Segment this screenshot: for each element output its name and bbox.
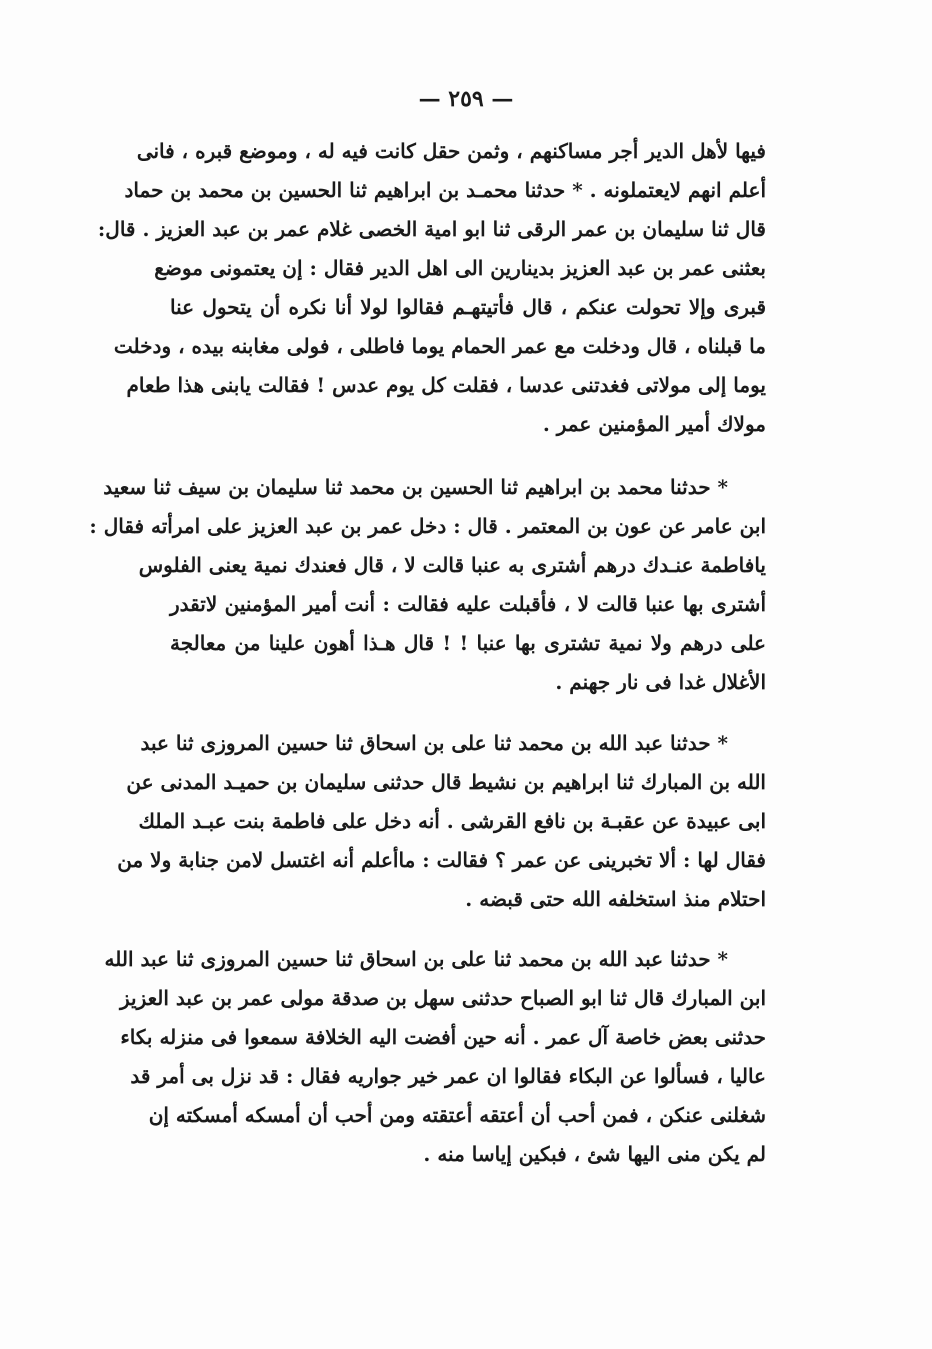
text-line: شغلنى عنكن ، فمن أحب أن أعتقه أعتقته ومن أحب أن أمسكه أمسكته إن xyxy=(148,1103,766,1127)
text-line: * حدثنا عبد الله بن محمد ثنا على بن اسحاق ثنا حسين المروزى ثنا عبد الله xyxy=(104,947,728,971)
text-line: عاليا ، فسألوا عن البكاء فقالوا ان عمر خير جواريه فقال : قد نزل بى أمر قد xyxy=(130,1064,766,1088)
text-line: ابن عامر عن عون بن المعتمر . قال : دخل عمر بن عبد العزيز على امرأته فقال : xyxy=(89,514,766,538)
text-line: * حدثنا محمد بن ابراهيم ثنا الحسين بن محمد ثنا سليمان بن سيف ثنا سعيد xyxy=(103,475,728,499)
text-line: ابن المبارك قال ثنا ابو الصباح حدثنى سهل بن صدقة مولى عمر بن عبد العزيز xyxy=(119,986,766,1010)
text-line: الأغلال غدا فى نار جهنم . xyxy=(555,670,766,694)
text-line: قبرى وإلا تحولت عنكم ، قال فأتيتهـم فقالوا لولا أنا نكره أن يتحول عنا xyxy=(170,295,766,319)
text-line: لم يكن منى اليها شئ ، فبكين إياسا منه . xyxy=(423,1142,766,1166)
text-line: أعلم انهم لايعتملونه . * حدثنا محمـد بن ابراهيم ثنا الحسين بن محمد بن حماد xyxy=(124,178,766,202)
text-line: على درهم ولا نمية تشترى بها عنبا ! ! قال هـذا أهون علينا من معالجة xyxy=(170,631,766,655)
text-line: حدثنى بعض خاصة آل عمر . أنه حين أفضت اليه الخلافة سمعوا فى منزله بكاء xyxy=(120,1025,766,1049)
text-line: بعثنى عمر بن عبد العزيز بدينارين الى اهل الدير فقال : إن يعتمونى موضع xyxy=(154,256,766,280)
text-line: مولاك أمير المؤمنين عمر . xyxy=(542,412,766,436)
text-line: أشترى بها عنبا قالت لا ، فأقبلت عليه فقالت : أنت أمير المؤمنين لاتقدر xyxy=(170,592,766,616)
text-line: احتلام منذ استخلفه الله حتى قبضه . xyxy=(465,887,766,911)
paragraph-4 xyxy=(104,940,766,1174)
text-line: الله بن المبارك ثنا ابراهيم بن نشيط قال حدثنى سليمان بن حميـد المدنى عن xyxy=(126,770,766,794)
text-line: قال ثنا سليمان بن عمر الرقى ثنا ابو امية الخصى غلام عمر بن عبد العزيز . قال: xyxy=(97,217,766,241)
text-line: فقال لها : ألا تخبرينى عن عمر ؟ فقالت : ماأعلم أنه اغتسل لامن جنابة ولا من xyxy=(117,848,766,872)
text-line: ما قبلناه ، قال ودخلت مع عمر الحمام يوما فاطلى ، فولى مغابنه بيده ، ودخلت xyxy=(113,334,766,358)
paragraph-3 xyxy=(117,724,766,919)
paragraph-2 xyxy=(89,468,766,702)
text-line: ابى عبيدة عن عقبـة بن نافع القرشى . أنه دخل على فاطمة بنت عبـد الملك xyxy=(138,809,766,833)
text-line: يافاطمة عنـدك درهم أشترى به عنبا قالت لا ، قال فعندك نمية يعنى الفلوس xyxy=(138,553,766,577)
text-line: يوما إلى مولاتى فغدتنى عدسا ، فقلت كل يوم عدس ! فقالت يابنى هذا طعام xyxy=(126,373,766,397)
page-number: — ٢٥٩ — xyxy=(418,86,514,112)
paragraph-1 xyxy=(97,132,766,444)
text-line: فيها لأهل الدير أجر مساكنهم ، وثمن حقل كانت فيه له ، وموضع قبره ، فانى xyxy=(136,139,766,163)
text-line: * حدثنا عبد الله بن محمد ثنا على بن اسحاق ثنا حسين المروزى ثنا عبد xyxy=(140,731,728,755)
